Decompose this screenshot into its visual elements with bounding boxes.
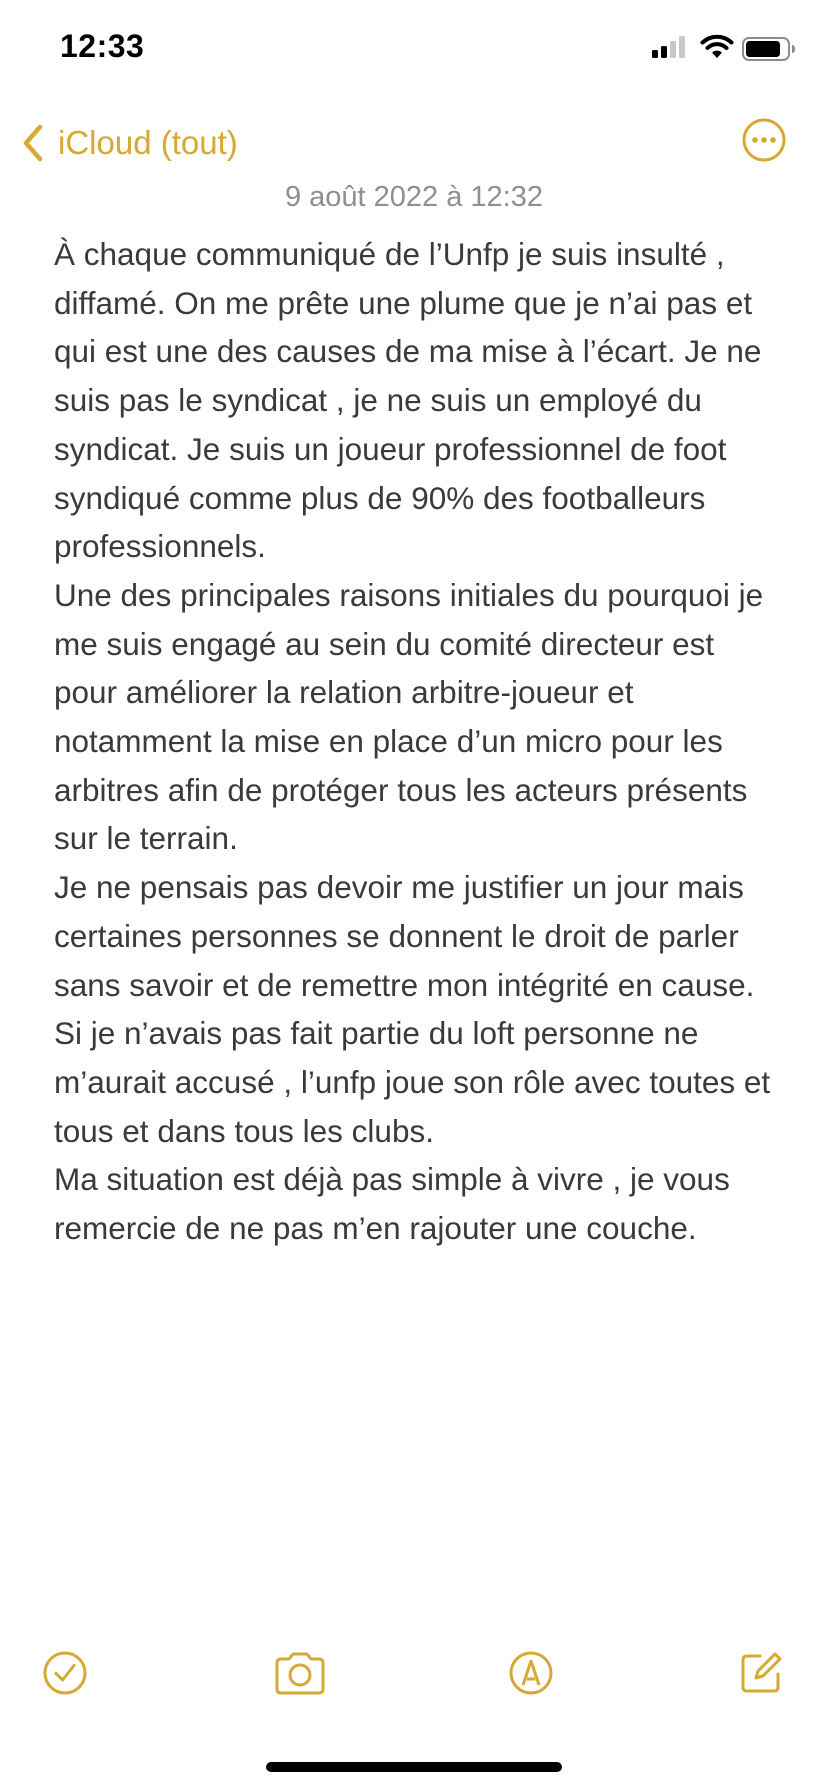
- wifi-icon: [700, 34, 734, 60]
- markup-icon[interactable]: [508, 1650, 554, 1696]
- bottom-toolbar: [0, 1650, 828, 1710]
- battery-icon: [742, 37, 796, 61]
- note-body[interactable]: [54, 230, 784, 1253]
- back-button-label: iCloud (tout): [58, 124, 238, 161]
- home-indicator[interactable]: [266, 1762, 562, 1772]
- note-paragraph: Je ne pensais pas devoir me justifier un jour mais certaines personnes se donnent le droit de parler sans savoir et de remettre mon intégrité en cause.: [54, 869, 755, 1003]
- chevron-left-icon: [22, 124, 44, 162]
- camera-icon[interactable]: [272, 1650, 328, 1696]
- compose-icon[interactable]: [738, 1650, 784, 1696]
- status-bar: [0, 0, 828, 100]
- navigation-bar: [0, 110, 828, 174]
- note-date: 9 août 2022 à 12:32: [284, 181, 543, 213]
- note-paragraph: Si je n’avais pas fait partie du loft personne ne m’aurait accusé , l’unfp joue son rôle avec toutes et tous et dans tous les clubs.: [54, 1015, 771, 1149]
- cellular-signal-icon: [652, 36, 688, 58]
- checklist-icon[interactable]: [42, 1650, 88, 1696]
- note-paragraph: À chaque communiqué de l’Unfp je suis insulté , diffamé. On me prête une plume que je n’ai pas et qui est une des causes de ma mise à l’écart. Je ne suis pas le syndicat , je ne suis un employé du syndicat. Je suis un joueur professionnel de foot syndiqué comme plus de 90% des footballeurs professionnels.: [54, 236, 762, 565]
- note-paragraph: Ma situation est déjà pas simple à vivre , je vous remercie de ne pas m’en rajouter une couche.: [54, 1161, 730, 1247]
- note-paragraph: Une des principales raisons initiales du pourquoi je me suis engagé au sein du comité directeur est pour améliorer la relation arbitre-joueur et notamment la mise en place d’un micro pour les arbitres afin de protéger tous les acteurs présents sur le terrain.: [54, 576, 764, 857]
- back-button[interactable]: [22, 120, 238, 166]
- status-time: 12:33: [60, 28, 145, 64]
- more-options-icon[interactable]: [740, 116, 788, 164]
